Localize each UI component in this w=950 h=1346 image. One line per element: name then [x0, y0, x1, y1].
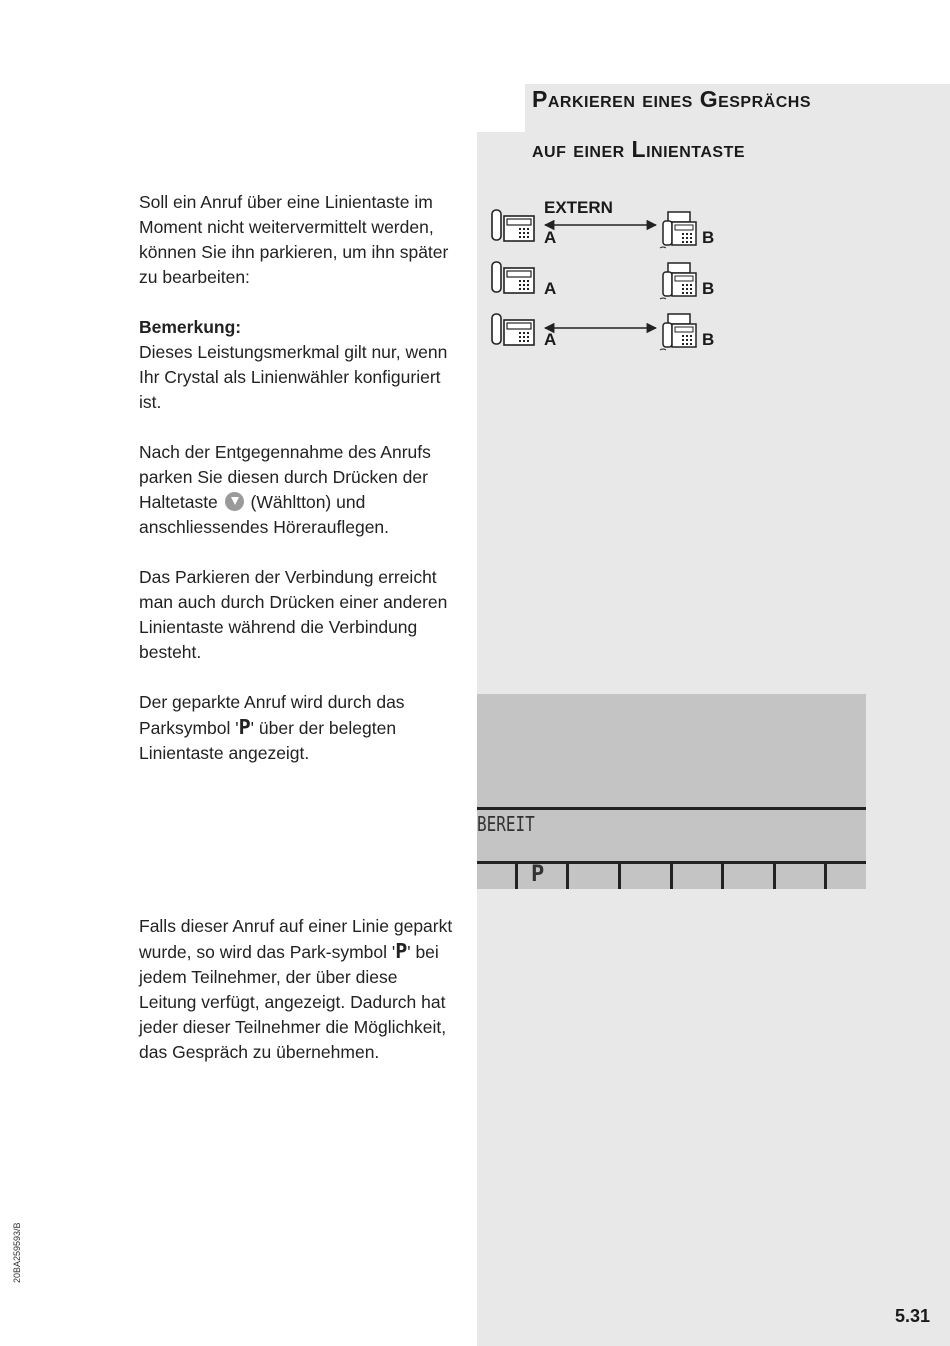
fax-phone-icon	[660, 263, 696, 299]
display-divider	[477, 807, 866, 810]
key-separator	[670, 864, 673, 889]
paragraph-park-symbol	[139, 690, 459, 766]
party-b-label: B	[702, 279, 715, 298]
desk-phone-icon	[492, 262, 534, 293]
page-title: Parkieren eines Gesprächs	[532, 86, 811, 112]
page-number: 5.31	[895, 1306, 931, 1326]
phone-display	[477, 694, 866, 889]
fax-phone-icon	[660, 314, 696, 350]
key-separator	[824, 864, 827, 889]
paragraph-hold	[139, 440, 459, 540]
party-a-label: A	[544, 228, 557, 247]
hold-text-b: (Wähltton) und anschliessendes Hörerauflegen.	[139, 492, 390, 537]
key-separator	[566, 864, 569, 889]
desk-phone-icon	[492, 314, 534, 345]
hold-text-a: Nach der Entgegennahme des Anrufs parken Sie diesen durch Drücken der Haltetaste	[139, 442, 431, 512]
party-b-label: B	[702, 330, 715, 349]
display-park-symbol: P	[531, 862, 545, 887]
document-id: 20BA259593/B	[12, 1222, 22, 1283]
extern-label: EXTERN	[544, 198, 613, 217]
remark-text: Dieses Leistungsmerkmal gilt nur, wenn Ihr Crystal als Linienwähler konfiguriert ist.	[139, 342, 448, 412]
key-separator	[618, 864, 621, 889]
page-subtitle: auf einer Linientaste	[532, 136, 746, 162]
intro-text: Soll ein Anruf über eine Linientaste im Moment nicht weitervermittelt werden, können Sie ihn parkieren, um ihn später zu bearbeiten:	[139, 192, 449, 287]
party-b-label: B	[702, 228, 715, 247]
paragraph-intro	[139, 190, 459, 290]
park-symbol-text-b: ' über der belegten Linientaste angezeigt.	[139, 718, 397, 763]
key-separator	[515, 864, 518, 889]
key-separator	[773, 864, 776, 889]
park-symbol-text-a: Der geparkte Anruf wird durch das Parksymbol '	[139, 692, 405, 738]
paragraph-remark	[139, 315, 459, 415]
park-symbol-icon: P	[238, 715, 251, 739]
remark-heading: Bemerkung:	[139, 317, 242, 337]
paragraph-other-line	[139, 565, 459, 665]
key-separator	[721, 864, 724, 889]
party-a-label: A	[544, 279, 557, 298]
fax-phone-icon	[660, 212, 696, 248]
other-line-text: Das Parkieren der Verbindung erreicht man auch durch Drücken einer anderen Linientaste während die Verbindung besteht.	[139, 567, 448, 662]
line-park-text-b: ' bei jedem Teilnehmer, der über diese Leitung verfügt, angezeigt. Dadurch hat jeder dieser Teilnehmer die Möglichkeit, das Gespräch zu übernehmen.	[139, 942, 447, 1062]
desk-phone-icon	[492, 210, 534, 241]
paragraph-line-park	[139, 914, 459, 1065]
hold-key-icon	[225, 492, 244, 511]
display-status: BEREIT	[477, 812, 535, 836]
party-a-label: A	[544, 330, 557, 349]
line-park-text-a: Falls dieser Anruf auf einer Linie geparkt wurde, so wird das Park-symbol '	[139, 916, 453, 962]
call-diagram	[490, 192, 750, 362]
park-symbol-icon: P	[395, 939, 408, 963]
